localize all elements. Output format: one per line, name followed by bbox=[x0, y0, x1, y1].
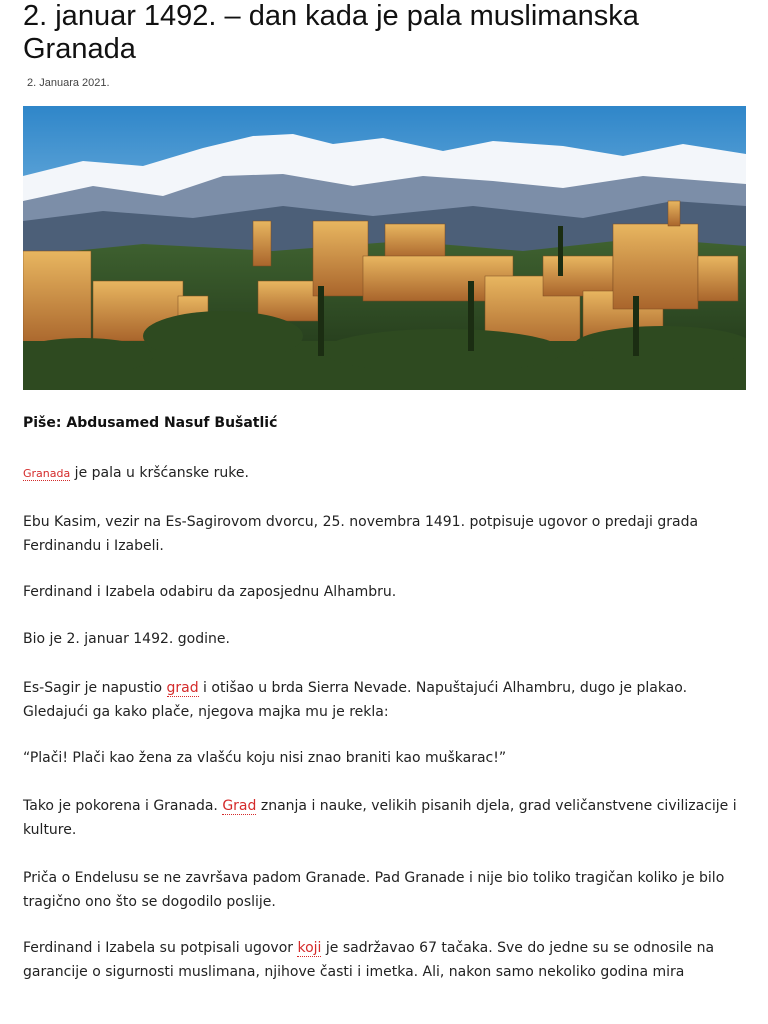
byline: Piše: Abdusamed Nasuf Bušatlić bbox=[23, 415, 278, 431]
alhambra-photo bbox=[23, 106, 746, 390]
article-title: 2. januar 1492. – dan kada je pala muslimanska Granada bbox=[23, 0, 639, 65]
paragraph-5 bbox=[23, 676, 745, 724]
paragraph-3: Ferdinand i Izabela odabiru da zaposjednu Alhambru. bbox=[23, 584, 397, 600]
paragraph-text: znanja i nauke, velikih pisanih djela, grad veličanstvene civilizacije i kulture. bbox=[23, 798, 737, 838]
paragraph-text: i otišao u brda Sierra Nevade. Napuštajući Alhambru, dugo je plakao. Gledajući ga kako plače, njegova majka mu je rekla: bbox=[23, 680, 688, 720]
grad-link[interactable]: grad bbox=[166, 680, 199, 696]
paragraph-9 bbox=[23, 936, 745, 984]
grad-link-2[interactable]: Grad bbox=[222, 798, 257, 814]
paragraph-text: Tako je pokorena i Granada. bbox=[23, 798, 223, 814]
paragraph-text: je sadržavao 67 tačaka. Sve do jedne su se odnosile na garancije o sigurnosti muslimana, njihove časti i imetka. Ali, nakon samo nekoliko godina mira bbox=[23, 940, 715, 980]
paragraph-6: “Plači! Plači kao žena za vlašću koju nisi znao braniti kao muškarac!” bbox=[23, 750, 507, 766]
paragraph-7 bbox=[23, 794, 745, 842]
paragraph-text: Ferdinand i Izabela su potpisali ugovor bbox=[23, 940, 298, 956]
paragraph-text: je pala u kršćanske ruke. bbox=[70, 465, 249, 481]
granada-link[interactable]: Granada bbox=[23, 467, 71, 480]
paragraph-8: Priča o Endelusu se ne završava padom Granade. Pad Granade i nije bio toliko tragičan koliko je bilo tragično ono što se dogodilo poslije. bbox=[23, 870, 725, 910]
koji-link[interactable]: koji bbox=[297, 940, 322, 956]
paragraph-1 bbox=[23, 461, 745, 486]
paragraph-4: Bio je 2. januar 1492. godine. bbox=[23, 631, 230, 647]
paragraph-text: Es-Sagir je napustio bbox=[23, 680, 167, 696]
paragraph-2: Ebu Kasim, vezir na Es-Sagirovom dvorcu, 25. novembra 1491. potpisuje ugovor o predaji grada Ferdinandu i Izabeli. bbox=[23, 514, 699, 554]
publish-date: 2. Januara 2021. bbox=[27, 77, 110, 89]
